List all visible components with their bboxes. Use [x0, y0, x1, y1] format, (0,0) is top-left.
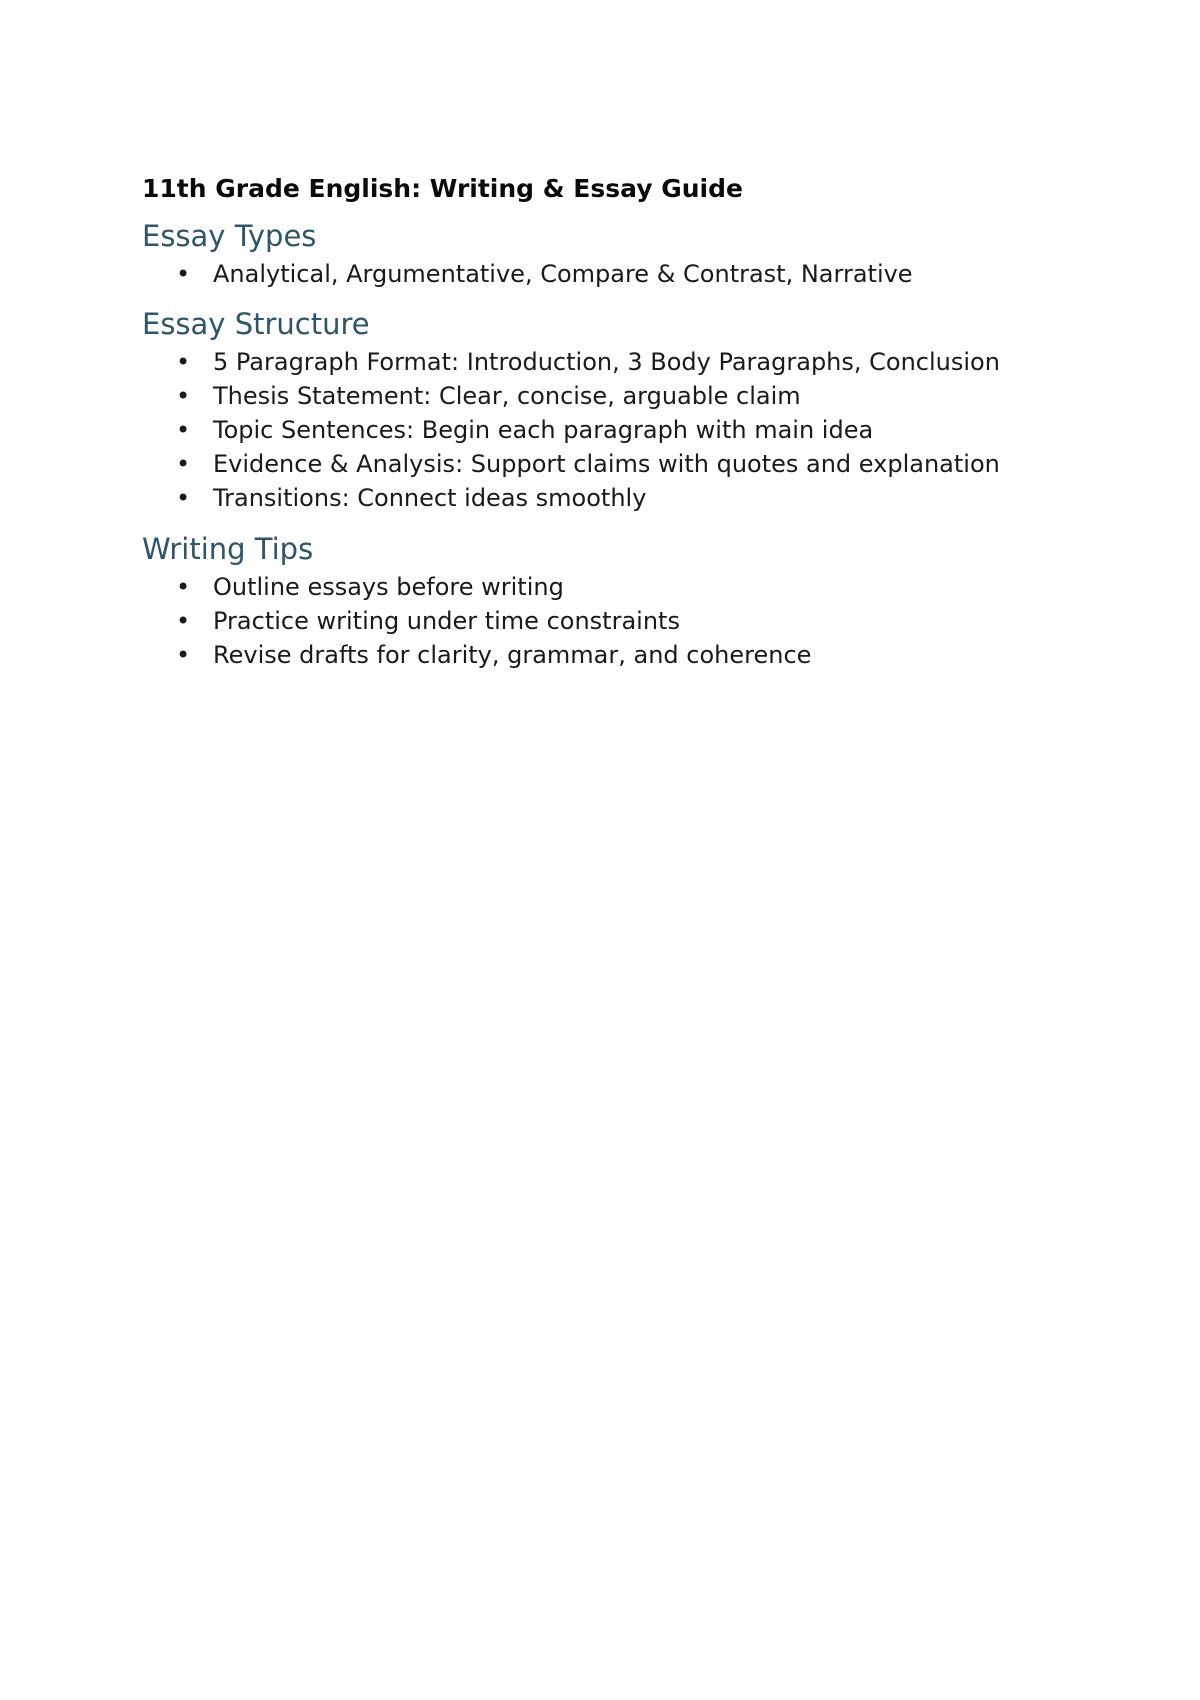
list-item	[142, 379, 1200, 413]
list-item-text: Transitions: Connect ideas smoothly	[213, 484, 647, 512]
list-item-text: Practice writing under time constraints	[213, 607, 680, 635]
section-writing-tips	[142, 528, 1200, 672]
bullet-icon: •	[176, 607, 191, 635]
list-item-text: Revise drafts for clarity, grammar, and coherence	[213, 641, 812, 669]
list-item-text: 5 Paragraph Format: Introduction, 3 Body Paragraphs, Conclusion	[213, 348, 1000, 376]
section-heading-essay-structure: Essay Structure	[142, 307, 370, 341]
bullet-icon: •	[176, 573, 191, 601]
bullet-icon: •	[176, 382, 191, 410]
list-item	[142, 413, 1200, 447]
list-item	[142, 257, 1200, 291]
essay-structure-list	[142, 345, 1200, 515]
list-item-text: Topic Sentences: Begin each paragraph with main idea	[213, 416, 874, 444]
bullet-icon: •	[176, 484, 191, 512]
list-item	[142, 638, 1200, 672]
document-title: 11th Grade English: Writing & Essay Guide	[142, 174, 743, 203]
list-item-text: Analytical, Argumentative, Compare & Contrast, Narrative	[213, 260, 913, 288]
bullet-icon: •	[176, 416, 191, 444]
bullet-icon: •	[176, 450, 191, 478]
bullet-icon: •	[176, 260, 191, 288]
list-item-text: Thesis Statement: Clear, concise, arguable claim	[213, 382, 801, 410]
list-item	[142, 481, 1200, 515]
section-heading-essay-types: Essay Types	[142, 219, 317, 253]
section-essay-structure	[142, 303, 1200, 515]
section-essay-types	[142, 215, 1200, 291]
bullet-icon: •	[176, 348, 191, 376]
essay-types-list	[142, 257, 1200, 291]
list-item	[142, 604, 1200, 638]
list-item	[142, 570, 1200, 604]
list-item-text: Outline essays before writing	[213, 573, 564, 601]
writing-tips-list	[142, 570, 1200, 672]
bullet-icon: •	[176, 641, 191, 669]
section-heading-writing-tips: Writing Tips	[142, 532, 314, 566]
list-item	[142, 345, 1200, 379]
list-item-text: Evidence & Analysis: Support claims with quotes and explanation	[213, 450, 1000, 478]
list-item	[142, 447, 1200, 481]
